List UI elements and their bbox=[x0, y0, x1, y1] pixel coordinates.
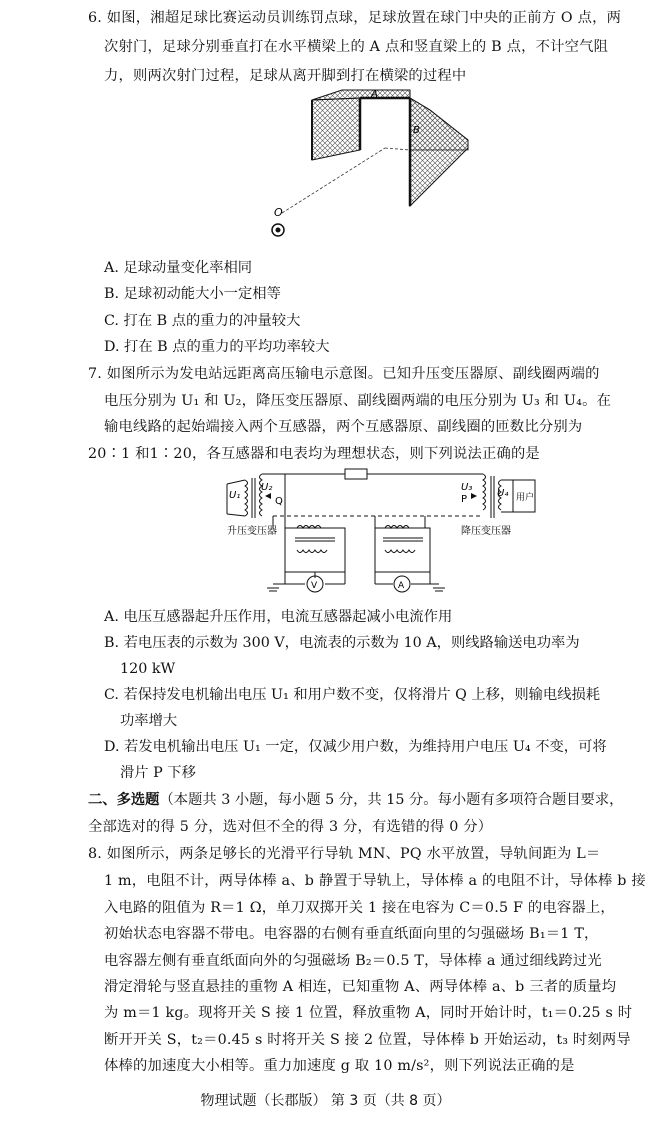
step-up-label: 升压变压器 bbox=[227, 526, 277, 537]
q8-stem-line-1: 8. 如图所示，两条足够长的光滑平行导轨 MN、PQ 水平放置，导轨间距为 L＝ bbox=[88, 846, 601, 862]
slider-p-label: P bbox=[461, 494, 468, 505]
page-footer: 物理试题（长郡版） 第 3 页（共 8 页） bbox=[200, 1093, 451, 1109]
q6-option-a: A. 足球动量变化率相同 bbox=[104, 260, 253, 276]
q7-stem-line-4: 20∶1 和1∶20，各互感器和电表均为理想状态，则下列说法正确的是 bbox=[88, 446, 540, 462]
q6-option-c: C. 打在 B 点的重力的冲量较大 bbox=[104, 313, 301, 329]
voltmeter-label: V bbox=[311, 581, 318, 591]
q7-stem-line-3: 输电线路的起始端接入两个互感器，两个互感器原、副线圈的匝数比分别为 bbox=[104, 419, 583, 435]
q8-stem-line-3: 入电路的阻值为 R＝1 Ω，单刀双掷开关 1 接在电容为 C＝0.5 F 的电容器上， bbox=[104, 900, 615, 916]
q7-option-c-line-2: 功率增大 bbox=[120, 713, 178, 729]
q7-option-b-line-2: 120 kW bbox=[120, 661, 176, 677]
q7-option-a: A. 电压互感器起升压作用，电流互感器起减小电流作用 bbox=[104, 609, 453, 625]
q6-stem-line-2: 次射门，足球分别垂直打在水平横梁上的 A 点和竖直梁上的 B 点，不计空气阻 bbox=[104, 39, 609, 55]
q6-option-d: D. 打在 B 点的重力的平均功率较大 bbox=[104, 339, 330, 355]
q8-stem-line-5: 电容器左侧有垂直纸面向外的匀强磁场 B₂＝0.5 T，导体棒 a 通过细线跨过光 bbox=[104, 953, 602, 969]
ammeter-label: A bbox=[398, 581, 405, 591]
point-o-label: O bbox=[274, 206, 283, 219]
section-2-desc-line-2: 全部选对的得 5 分，选对但不全的得 3 分，有选错的得 0 分） bbox=[88, 819, 493, 835]
u3-label: U₃ bbox=[461, 482, 473, 493]
q6-stem-line-1: 6. 如图，湘超足球比赛运动员训练罚点球，足球放置在球门中央的正前方 O 点，两 bbox=[88, 10, 622, 26]
u2-label: U₂ bbox=[261, 482, 273, 493]
slider-q-label: Q bbox=[275, 496, 283, 507]
section-2-title: 二、多选题 bbox=[88, 792, 160, 808]
section-2-heading bbox=[88, 790, 623, 810]
q8-stem-line-6: 滑定滑轮与竖直悬挂的重物 A 相连，已知重物 A、两导体棒 a、b 三者的质量均 bbox=[104, 979, 617, 995]
point-a-label: A bbox=[371, 89, 378, 100]
u1-label: U₁ bbox=[229, 490, 241, 501]
section-2-desc-line-1: （本题共 3 小题，每小题 5 分，共 15 分。每小题有多项符合题目要求， bbox=[159, 792, 624, 808]
point-b-label: B bbox=[413, 125, 420, 136]
q7-option-b-line-1: B. 若电压表的示数为 300 V，电流表的示数为 10 A，则线路输送电功率为 bbox=[104, 635, 580, 651]
q7-stem-line-1: 7. 如图所示为发电站远距离高压输电示意图。已知升压变压器原、副线圈两端的 bbox=[88, 366, 600, 382]
u4-label: U₄ bbox=[497, 488, 509, 499]
q6-stem-line-3: 力，则两次射门过程，足球从离开脚到打在横梁的过程中 bbox=[104, 68, 467, 84]
q8-stem-line-2: 1 m，电阻不计，两导体棒 a、b 静置于导轨上，导体棒 a 的电阻不计，导体棒 b 接 bbox=[104, 873, 646, 889]
step-down-label: 降压变压器 bbox=[461, 526, 511, 537]
q7-option-d-line-2: 滑片 P 下移 bbox=[120, 765, 196, 781]
q8-stem-line-4: 初始状态电容器不带电。电容器的右侧有垂直纸面向里的匀强磁场 B₁＝1 T， bbox=[104, 926, 599, 942]
q6-option-b: B. 足球初动能大小一定相等 bbox=[104, 286, 281, 302]
q8-stem-line-9: 体棒的加速度大小相等。重力加速度 g 取 10 m/s²，则下列说法正确的是 bbox=[104, 1058, 575, 1074]
goal-figure bbox=[260, 88, 480, 248]
q8-stem-line-7: 为 m＝1 kg。现将开关 S 接 1 位置，释放重物 A，同时开始计时，t₁＝0.25 s 时 bbox=[104, 1005, 633, 1021]
q7-stem-line-2: 电压分别为 U₁ 和 U₂，降压变压器原、副线圈两端的电压分别为 U₃ 和 U₄。在 bbox=[104, 393, 612, 409]
q7-option-d-line-1: D. 若发电机输出电压 U₁ 一定，仅减少用户数，为维持用户电压 U₄ 不变，可将 bbox=[104, 739, 607, 755]
user-label: 用户 bbox=[516, 493, 535, 503]
q7-option-c-line-1: C. 若保持发电机输出电压 U₁ 和用户数不变，仅将滑片 Q 上移，则输电线损耗 bbox=[104, 687, 601, 703]
q8-stem-line-8: 断开开关 S，t₂＝0.45 s 时将开关 S 接 2 位置，导体棒 b 开始运动，t₃ 时刻两导 bbox=[104, 1032, 631, 1048]
transmission-diagram bbox=[225, 466, 555, 606]
